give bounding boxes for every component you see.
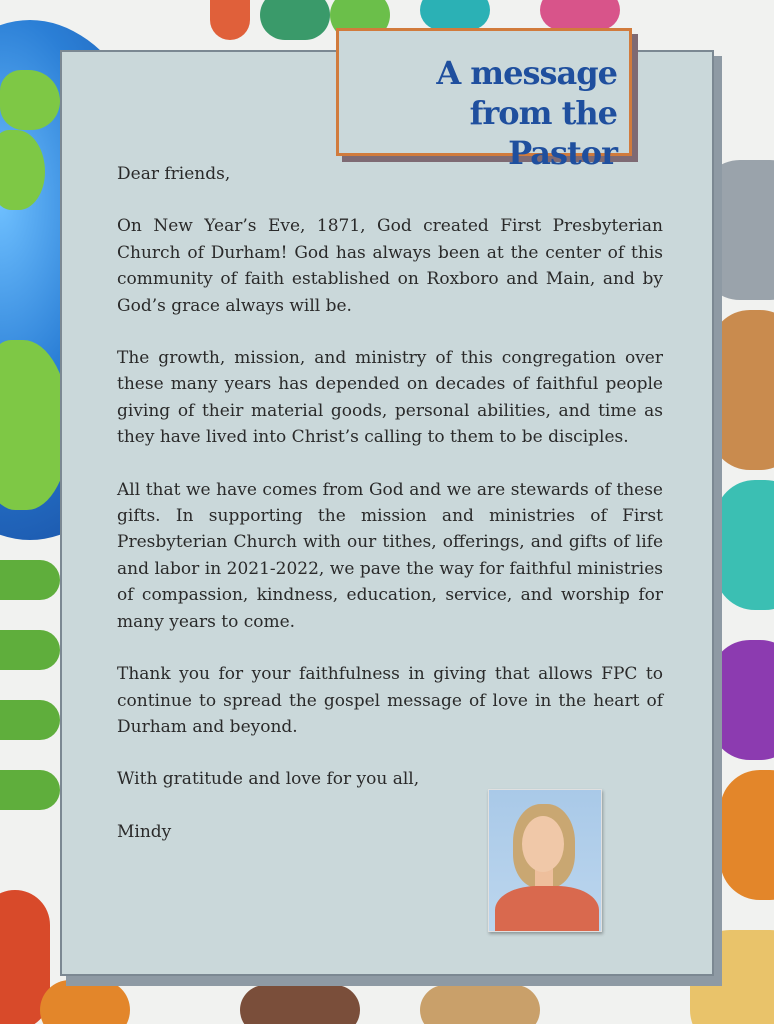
land-shape	[0, 70, 60, 130]
letter-signature: Mindy	[117, 821, 172, 842]
pastor-photo	[488, 789, 602, 932]
paper-hand-shape	[420, 985, 540, 1024]
letter-body	[117, 161, 663, 871]
paper-hand-shape	[240, 985, 360, 1024]
paper-hand-shape	[0, 560, 60, 600]
paper-hand-shape	[540, 0, 620, 30]
letter-paragraph: The growth, mission, and ministry of this congregation over these many years has depended on decades of faithful people giving of their material goods, personal abilities, and time as they have lived into Christ’s calling to them to be disciples.	[117, 348, 663, 448]
paper-hand-shape	[40, 980, 130, 1024]
paper-hand-shape	[210, 0, 250, 40]
paper-hand-shape	[0, 700, 60, 740]
paper-hand-shape	[260, 0, 330, 40]
paper-hand-shape	[0, 630, 60, 670]
photo-jacket	[495, 886, 599, 932]
paper-hand-shape	[0, 770, 60, 810]
paper-hand-shape	[715, 480, 774, 610]
paper-hand-shape	[420, 0, 490, 30]
letter-paragraph: Thank you for your faithfulness in giving that allows FPC to continue to spread the gospel message of love in the heart of Durham and beyond.	[117, 664, 663, 737]
letter-paragraph: All that we have comes from God and we are stewards of these gifts. In supporting the mission and ministries of First Presbyterian Church with our tithes, offerings, and gifts of life and labor in 2021-2022, we pave the way for faithful ministries of compassion, kindness, education, service, and worship for many years to come.	[117, 479, 663, 632]
paper-hand-shape	[720, 770, 774, 900]
letter-closing: With gratitude and love for you all,	[117, 769, 420, 790]
page-title: A message from the Pastor	[436, 54, 617, 172]
photo-face	[522, 816, 564, 872]
letter-paragraph: On New Year’s Eve, 1871, God created First Presbyterian Church of Durham! God has always been at the center of this community of faith established on Roxboro and Main, and by God’s grace always will be.	[117, 216, 663, 316]
title-box	[336, 28, 632, 172]
letter-greeting: Dear friends,	[117, 164, 231, 184]
